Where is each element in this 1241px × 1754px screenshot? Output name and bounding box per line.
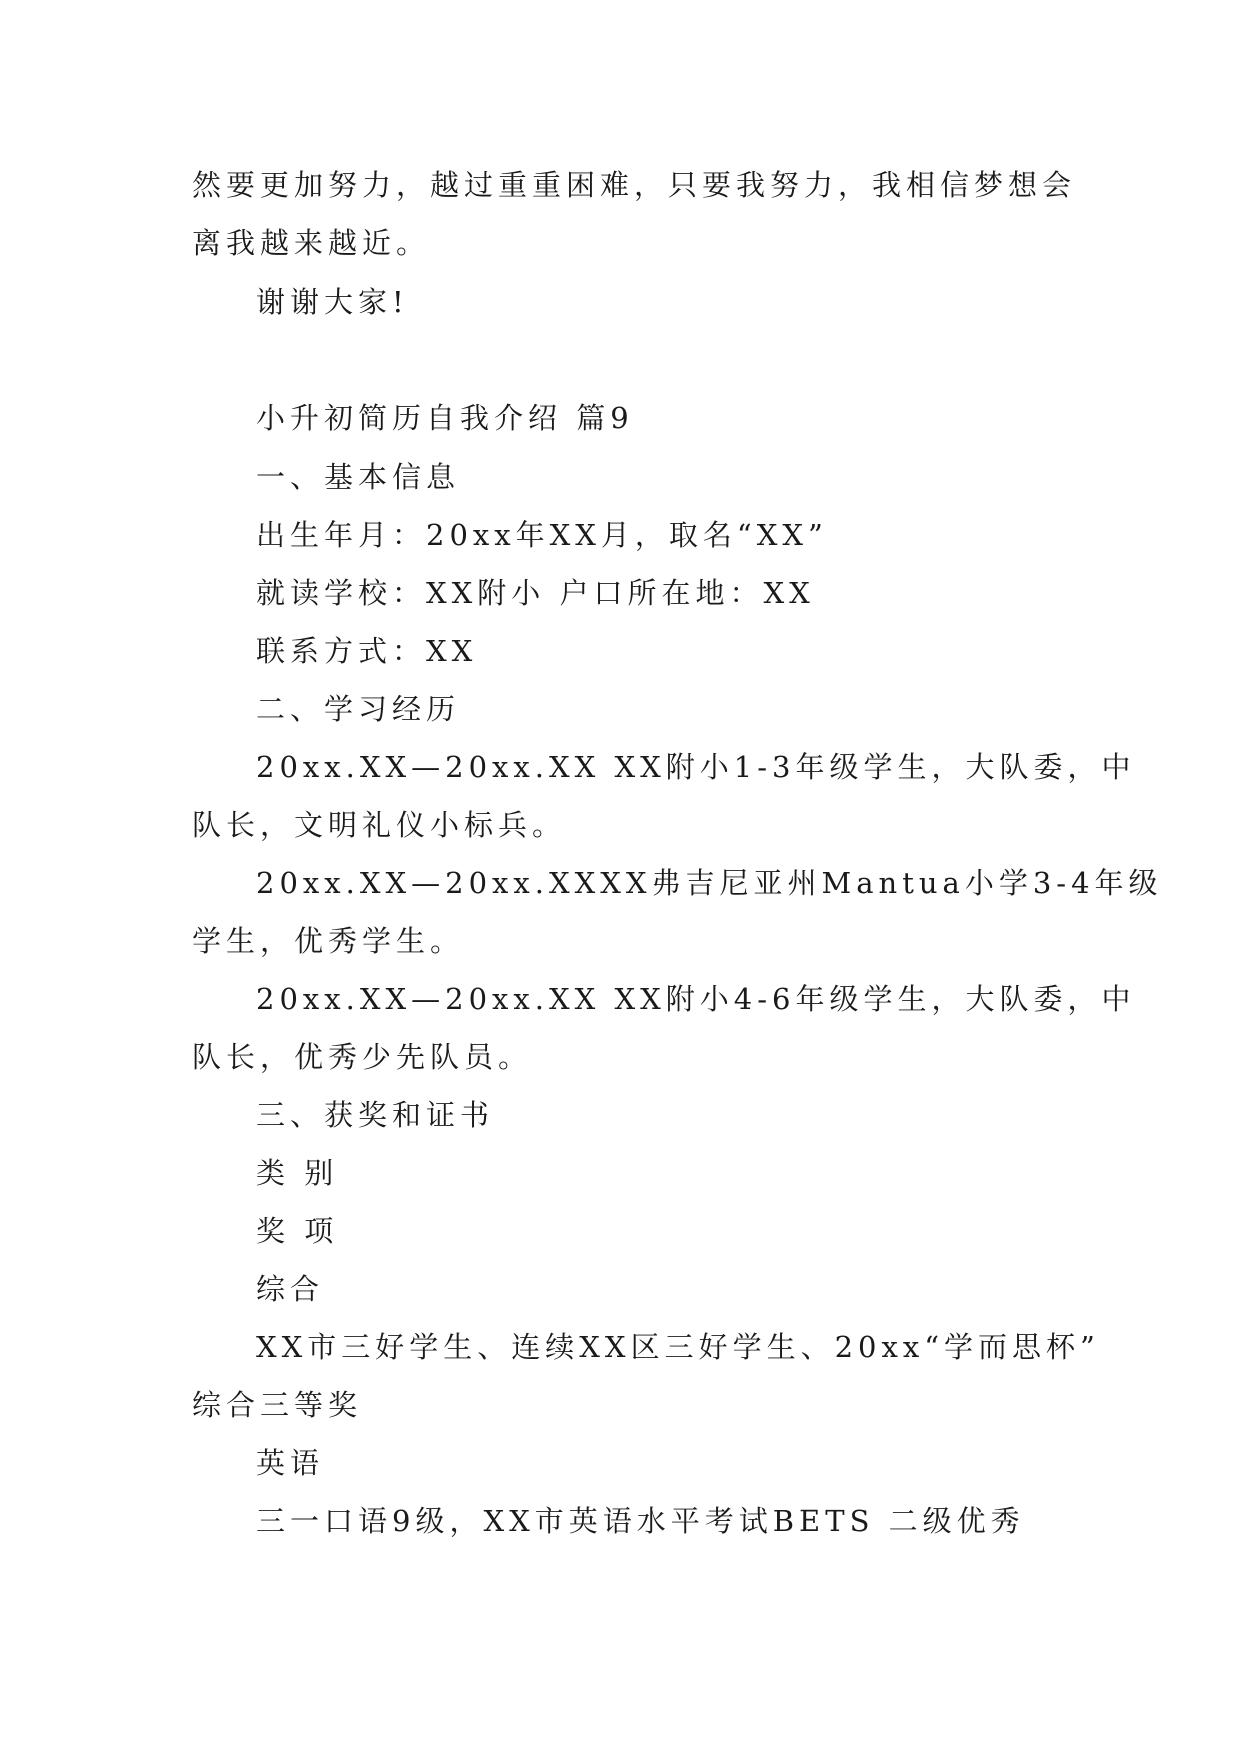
award-line: XX市三好学生、连续XX区三好学生、20xx“学而思杯” [256,1330,1100,1364]
experience-line: 队长，优秀少先队员。 [192,1040,533,1074]
award-category: 英语 [256,1446,325,1480]
award-item-label: 奖 项 [256,1214,339,1248]
heading-awards: 三、获奖和证书 [256,1098,495,1132]
experience-line: 20xx.XX—20xx.XX XX附小4-6年级学生，大队委，中 [256,982,1136,1016]
info-line-birth: 出生年月：20xx年XX月，取名“XX” [256,518,828,552]
heading-study-experience: 二、学习经历 [256,692,461,726]
paragraph-line: 离我越来越近。 [192,226,431,260]
closing-line: 谢谢大家! [256,285,409,319]
experience-line: 学生，优秀学生。 [192,924,465,958]
award-category-label: 类 别 [256,1156,339,1190]
experience-line: 20xx.XX—20xx.XXXX弗吉尼亚州Mantua小学3-4年级 [256,866,1163,900]
experience-line: 队长，文明礼仪小标兵。 [192,808,567,842]
paragraph-line: 然要更加努力，越过重重困难，只要我努力，我相信梦想会 [192,168,1077,202]
heading-basic-info: 一、基本信息 [256,460,461,494]
section-title: 小升初简历自我介绍 篇9 [256,401,634,435]
award-line: 综合三等奖 [192,1388,363,1422]
info-line-school: 就读学校：XX附小 户口所在地：XX [256,576,815,610]
experience-line: 20xx.XX—20xx.XX XX附小1-3年级学生，大队委，中 [256,750,1136,784]
award-line: 三一口语9级，XX市英语水平考试BETS 二级优秀 [256,1504,1025,1538]
award-category: 综合 [256,1272,325,1306]
info-line-contact: 联系方式：XX [256,634,478,668]
